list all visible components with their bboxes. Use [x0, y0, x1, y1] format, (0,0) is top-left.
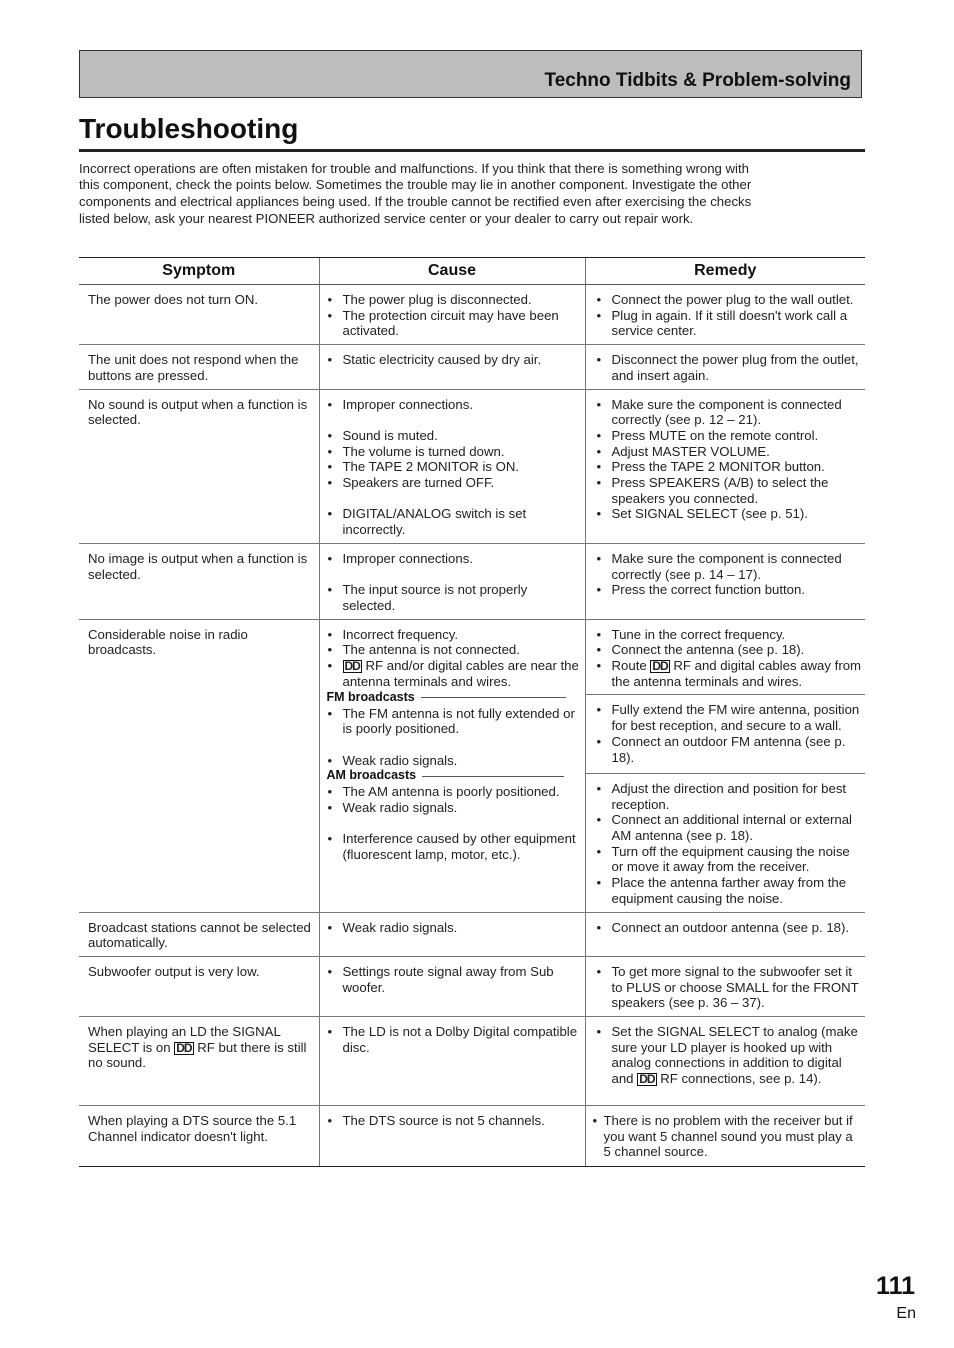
- cause-item: • The FM antenna is not fully extended or is poorly positioned.: [327, 706, 583, 737]
- symptom-cell: No sound is output when a function is selected.: [79, 389, 319, 543]
- cause-item: • Weak radio signals.: [327, 920, 583, 936]
- remedy-text: Route: [611, 658, 647, 674]
- table-row: [79, 285, 865, 345]
- cause-item: • DIGITAL/ANALOG switch is set incorrectly.: [327, 506, 583, 537]
- cause-cell: [319, 689, 585, 774]
- remedy-item: • Press SPEAKERS (A/B) to select the speakers you connected.: [596, 475, 864, 506]
- remedy-item: • Disconnect the power plug from the outlet, and insert again.: [596, 352, 864, 383]
- troubleshooting-table: [79, 257, 865, 1167]
- cause-item: • Speakers are turned OFF.: [327, 475, 583, 491]
- cause-item: • The volume is turned down.: [327, 444, 583, 460]
- remedy-cell: [585, 912, 865, 956]
- cause-cell: [319, 285, 585, 345]
- remedy-item: • Adjust the direction and position for best reception.: [596, 781, 864, 812]
- remedy-item: • Connect the antenna (see p. 18).: [596, 642, 864, 658]
- cause-item: • Incorrect frequency.: [327, 627, 583, 643]
- remedy-item: • Plug in again. If it still doesn't work call a service center.: [596, 308, 864, 339]
- cause-item: • Settings route signal away from Sub woofer.: [327, 964, 583, 995]
- remedy-item: • Press MUTE on the remote control.: [596, 428, 864, 444]
- intro-paragraph: [79, 161, 869, 228]
- remedy-item: • Set SIGNAL SELECT (see p. 51).: [596, 506, 864, 522]
- table-row: [79, 619, 865, 695]
- symptom-cell: The unit does not respond when the buttons are pressed.: [79, 345, 319, 389]
- intro-line: listed below, ask your nearest PIONEER authorized service center or your dealer to carry out repair work.: [79, 211, 694, 227]
- cause-item: • Weak radio signals.: [327, 753, 583, 769]
- cause-text: RF and/or digital cables are near the antenna terminals and wires.: [342, 658, 579, 689]
- remedy-cell: [585, 285, 865, 345]
- remedy-item: • Tune in the correct frequency.: [596, 627, 864, 643]
- cause-cell: [319, 1106, 585, 1167]
- remedy-cell: [585, 389, 865, 543]
- cause-cell: [319, 345, 585, 389]
- remedy-item: • Make sure the component is connected correctly (see p. 12 – 21).: [596, 397, 864, 428]
- remedy-item: • Connect the power plug to the wall outlet.: [596, 292, 864, 308]
- remedy-cell: [585, 1106, 865, 1167]
- cause-cell: [319, 912, 585, 956]
- section-title: Techno Tidbits & Problem-solving: [544, 70, 851, 91]
- intro-line: this component, check the points below. Sometimes the trouble may lie in another component. Investigate the other: [79, 177, 752, 193]
- table-row: [79, 912, 865, 956]
- remedy-item: • There is no problem with the receiver but if you want 5 channel sound you must play a 5 channel source.: [592, 1113, 864, 1160]
- symptom-cell: [79, 1017, 319, 1106]
- remedy-item: • Make sure the component is connected correctly (see p. 14 – 17).: [596, 551, 864, 582]
- remedy-cell: [585, 773, 865, 912]
- remedy-item: • To get more signal to the subwoofer set it to PLUS or choose SMALL for the FRONT speakers (see p. 36 – 37).: [596, 964, 864, 1011]
- cause-item: • The protection circuit may have been activated.: [327, 308, 583, 339]
- cause-cell: [319, 619, 585, 695]
- cause-item: • Sound is muted.: [327, 428, 583, 444]
- cause-item: • The AM antenna is poorly positioned.: [327, 784, 583, 800]
- cause-cell: [319, 389, 585, 543]
- table-row: [79, 543, 865, 619]
- table-row: [79, 345, 865, 389]
- remedy-text: RF connections, see p. 14).: [660, 1071, 822, 1087]
- cause-item: • Static electricity caused by dry air.: [327, 352, 583, 368]
- dolby-digital-logo-icon: DD: [652, 659, 668, 674]
- subheading-rule: [422, 776, 564, 777]
- dolby-digital-logo-icon: DD: [176, 1040, 192, 1055]
- cause-item: • The TAPE 2 MONITOR is ON.: [327, 459, 583, 475]
- cause-item: • Weak radio signals.: [327, 800, 583, 816]
- symptom-cell: Subwoofer output is very low.: [79, 956, 319, 1016]
- intro-line: components and electrical appliances being used. If the trouble cannot be rectified even after exercising the checks: [79, 193, 752, 209]
- remedy-item: [596, 1024, 864, 1087]
- symptom-text: When playing an LD the SIGNAL SELECT is on: [88, 1024, 281, 1055]
- cause-item: • The antenna is not connected.: [327, 642, 583, 658]
- intro-line: Incorrect operations are often mistaken for trouble and malfunctions. If you think that there is something wrong with: [79, 161, 749, 176]
- dolby-digital-logo-icon: DD: [639, 1072, 655, 1087]
- cause-item: [327, 658, 583, 689]
- remedy-text: RF and digital cables away from the antenna terminals and wires.: [611, 658, 862, 689]
- cause-item: • The DTS source is not 5 channels.: [327, 1113, 583, 1129]
- remedy-cell: [585, 619, 865, 695]
- table-row: [79, 389, 865, 543]
- remedy-header: Remedy: [585, 258, 865, 285]
- remedy-cell: [585, 1017, 865, 1106]
- cause-item: • The LD is not a Dolby Digital compatible disc.: [327, 1024, 583, 1055]
- remedy-item: • Adjust MASTER VOLUME.: [596, 444, 864, 460]
- fm-subheading-text: FM broadcasts: [326, 689, 415, 704]
- remedy-cell: [585, 543, 865, 619]
- cause-header: Cause: [319, 258, 585, 285]
- am-subheading-text: AM broadcasts: [326, 768, 417, 783]
- title-divider: [79, 149, 865, 152]
- remedy-cell: [585, 956, 865, 1016]
- remedy-cell: [585, 695, 865, 774]
- cause-cell: [319, 956, 585, 1016]
- remedy-cell: [585, 345, 865, 389]
- symptom-cell: No image is output when a function is selected.: [79, 543, 319, 619]
- remedy-item: • Connect an additional internal or external AM antenna (see p. 18).: [596, 812, 864, 843]
- remedy-text: Set the SIGNAL SELECT to analog (make sure your LD player is hooked up with analog connections in addition to digital and: [611, 1024, 858, 1087]
- fm-subheading: [327, 690, 583, 706]
- remedy-item: • Fully extend the FM wire antenna, position for best reception, and secure to a wall.: [596, 702, 864, 733]
- remedy-item: [596, 658, 864, 689]
- cause-item: • The input source is not properly selected.: [327, 582, 583, 613]
- cause-item: • Improper connections.: [327, 397, 583, 413]
- symptom-header: Symptom: [79, 258, 319, 285]
- remedy-item: • Place the antenna farther away from the equipment causing the noise.: [596, 875, 864, 906]
- symptom-cell: When playing a DTS source the 5.1 Channel indicator doesn't light.: [79, 1106, 319, 1167]
- cause-cell: [319, 543, 585, 619]
- cause-cell: [319, 768, 585, 912]
- table-header-row: [79, 258, 865, 285]
- table-row: [79, 1017, 865, 1106]
- remedy-item: • Press the correct function button.: [596, 582, 864, 598]
- table-row: [79, 956, 865, 1016]
- symptom-text: RF but there is still no sound.: [88, 1039, 307, 1071]
- symptom-cell: Broadcast stations cannot be selected automatically.: [79, 912, 319, 956]
- symptom-cell: Considerable noise in radio broadcasts.: [79, 619, 319, 912]
- remedy-item: • Connect an outdoor FM antenna (see p. 18).: [596, 734, 864, 765]
- symptom-cell: The power does not turn ON.: [79, 285, 319, 345]
- table-row: [79, 1106, 865, 1167]
- am-subheading: [327, 768, 583, 784]
- remedy-item: • Connect an outdoor antenna (see p. 18).: [596, 920, 864, 936]
- subheading-rule: [421, 697, 566, 698]
- cause-cell: [319, 1017, 585, 1106]
- page-title: Troubleshooting: [79, 113, 299, 144]
- cause-item: • Interference caused by other equipment (fluorescent lamp, motor, etc.).: [327, 831, 583, 862]
- cause-item: • Improper connections.: [327, 551, 583, 567]
- remedy-item: • Turn off the equipment causing the noise or move it away from the receiver.: [596, 844, 864, 875]
- remedy-item: • Press the TAPE 2 MONITOR button.: [596, 459, 864, 475]
- page-number: 111: [876, 1272, 915, 1300]
- dolby-digital-logo-icon: DD: [344, 659, 360, 674]
- cause-item: • The power plug is disconnected.: [327, 292, 583, 308]
- page-language: En: [896, 1305, 916, 1322]
- section-header-bar: [79, 50, 862, 98]
